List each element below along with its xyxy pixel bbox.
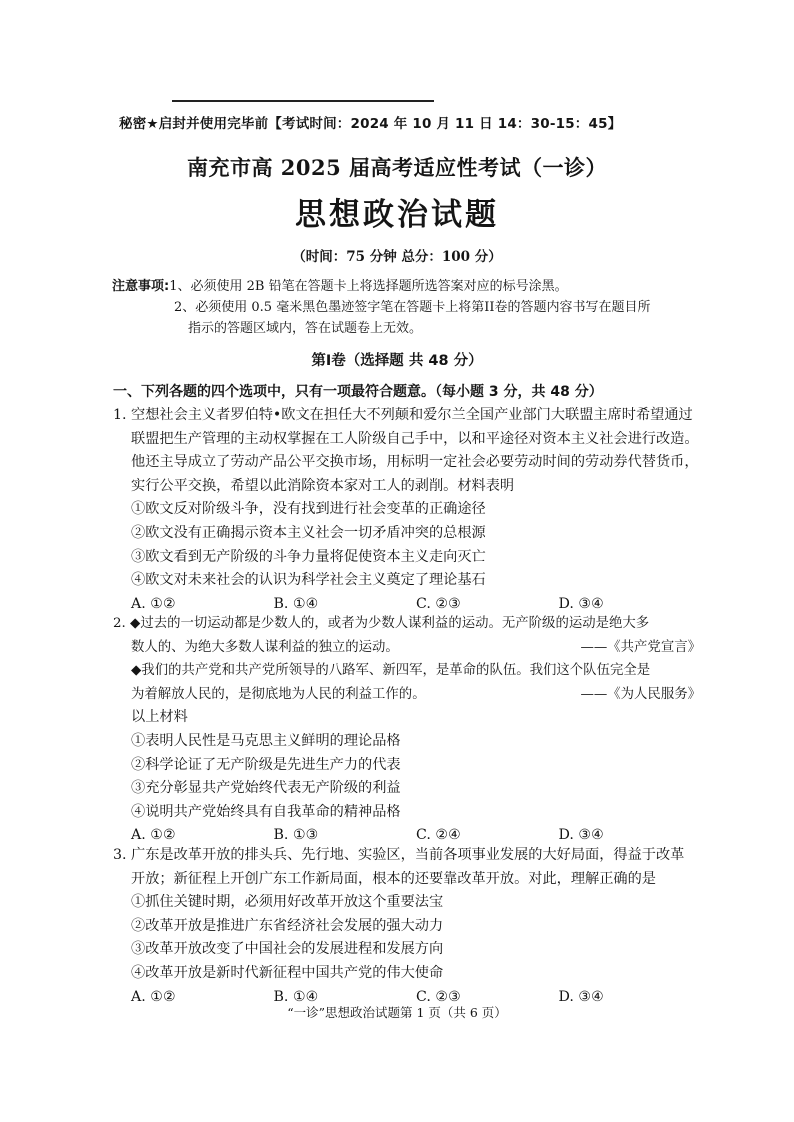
q2-option-b: B. ①③ — [273, 827, 319, 844]
instruction: 一、下列各题的四个选项中，只有一项最符合题意。（每小题 3 分，共 48 分） — [113, 384, 603, 400]
q2-option-d: D. ③④ — [558, 827, 604, 844]
subject-title: 思想政治试题 — [295, 197, 499, 233]
q3-option-a: A. ①② — [131, 988, 176, 1005]
q2-stem: 以上材料 — [131, 709, 188, 726]
q2-quote2-source: ——《为人民服务》 — [580, 686, 701, 702]
q2-quote2-line: ◆我们的共产党和共产党所领导的八路军、新四军，是革命的队伍。我们这个队伍完全是 — [131, 663, 651, 679]
question-1 — [113, 404, 701, 616]
q1-option-d: D. ③④ — [558, 595, 604, 612]
q2-quote1-line: 2. ◆过去的一切运动都是少数人的，或者为少数人谋利益的运动。无产阶级的运动是绝大多 — [113, 616, 650, 631]
q1-option-c: C. ②③ — [416, 595, 461, 612]
q1-stem-line: 实行公平交换，希望以此消除资本家对工人的剥削。材料表明 — [131, 477, 515, 494]
q1-option-a: A. ①② — [131, 595, 176, 612]
q2-quote1-line: 数人的、为绝大多数人谋利益的独立的运动。 — [131, 639, 399, 655]
q2-quote1-source: ——《共产党宣言》 — [580, 639, 701, 655]
notes-item-2-line-2: 指示的答题区域内，答在试题卷上无效。 — [188, 321, 423, 336]
exam-title: 南充市高 2025 届高考适应性考试（一诊） — [186, 155, 608, 180]
q1-option-b: B. ①④ — [273, 595, 319, 612]
notes-item-2-line-1: 2、必须使用 0.5 毫米黑色墨迹签字笔在答题卡上将第II卷的答题内容书写在题目所 — [174, 300, 651, 315]
page-footer: “一诊”思想政治试题第 1 页（共 6 页） — [287, 1005, 507, 1020]
top-rule — [172, 100, 434, 102]
q3-option-b: B. ①④ — [273, 988, 319, 1005]
q3-statement: ④改革开放是新时代新征程中国共产党的伟大使命 — [131, 964, 444, 981]
time-info: （时间：75 分钟 总分：100 分） — [292, 249, 502, 265]
question-2 — [113, 612, 701, 848]
q1-stem-line: 联盟把生产管理的主动权掌握在工人阶级自己手中，以和平途径对资本主义社会进行改造。 — [131, 430, 699, 447]
q1-stem-line: 1. 空想社会主义者罗伯特•欧文在担任大不列颠和爱尔兰全国产业部门大联盟主席时希望通过 — [113, 407, 693, 423]
q2-quote2-line: 为着解放人民的，是彻底地为人民的利益工作的。 — [131, 686, 426, 702]
q2-statement: ④说明共产党始终具有自我革命的精神品格 — [131, 803, 401, 820]
secret-line: 秘密★启封并使用完毕前【考试时间：2024 年 10 月 11 日 14：30-15：45】 — [119, 116, 622, 132]
notes-label: 注意事项: — [112, 279, 170, 294]
q2-option-c: C. ②④ — [416, 827, 461, 844]
notes-block — [112, 276, 712, 339]
q3-statement: ①抓住关键时期，必须用好改革开放这个重要法宝 — [131, 894, 444, 911]
q3-statement: ②改革开放是推进广东省经济社会发展的强大动力 — [131, 917, 444, 934]
q1-statement: ①欧文反对阶级斗争，没有找到进行社会变革的正确途径 — [131, 501, 486, 518]
section-title: 第Ⅰ卷（选择题 共 48 分） — [311, 353, 483, 369]
q1-statement: ④欧文对未来社会的认识为科学社会主义奠定了理论基石 — [131, 572, 486, 589]
q3-stem-line: 3. 广东是改革开放的排头兵、先行地、实验区，当前各项事业发展的大好局面，得益于改革 — [113, 847, 685, 863]
q2-statement: ②科学论证了无产阶级是先进生产力的代表 — [131, 756, 401, 773]
q3-option-d: D. ③④ — [558, 988, 604, 1005]
q1-stem-line: 他还主导成立了劳动产品公平交换市场，用标明一定社会必要劳动时间的劳动券代替货币， — [131, 454, 699, 471]
q1-statement: ②欧文没有正确揭示资本主义社会一切矛盾冲突的总根源 — [131, 524, 486, 541]
q2-option-a: A. ①② — [131, 827, 176, 844]
q2-statement: ①表明人民性是马克思主义鲜明的理论品格 — [131, 732, 401, 749]
q3-stem-line: 开放；新征程上开创广东工作新局面，根本的还要靠改革开放。对此，理解正确的是 — [131, 870, 656, 887]
q2-statement: ③充分彰显共产党始终代表无产阶级的利益 — [131, 780, 401, 797]
q3-statement: ③改革开放改变了中国社会的发展进程和发展方向 — [131, 941, 444, 958]
q1-statement: ③欧文看到无产阶级的斗争力量将促使资本主义走向灭亡 — [131, 548, 486, 565]
notes-item-1: 1、必须使用 2B 铅笔在答题卡上将选择题所选答案对应的标号涂黑。 — [169, 279, 568, 294]
question-3 — [113, 844, 701, 1009]
q3-option-c: C. ②③ — [416, 988, 461, 1005]
